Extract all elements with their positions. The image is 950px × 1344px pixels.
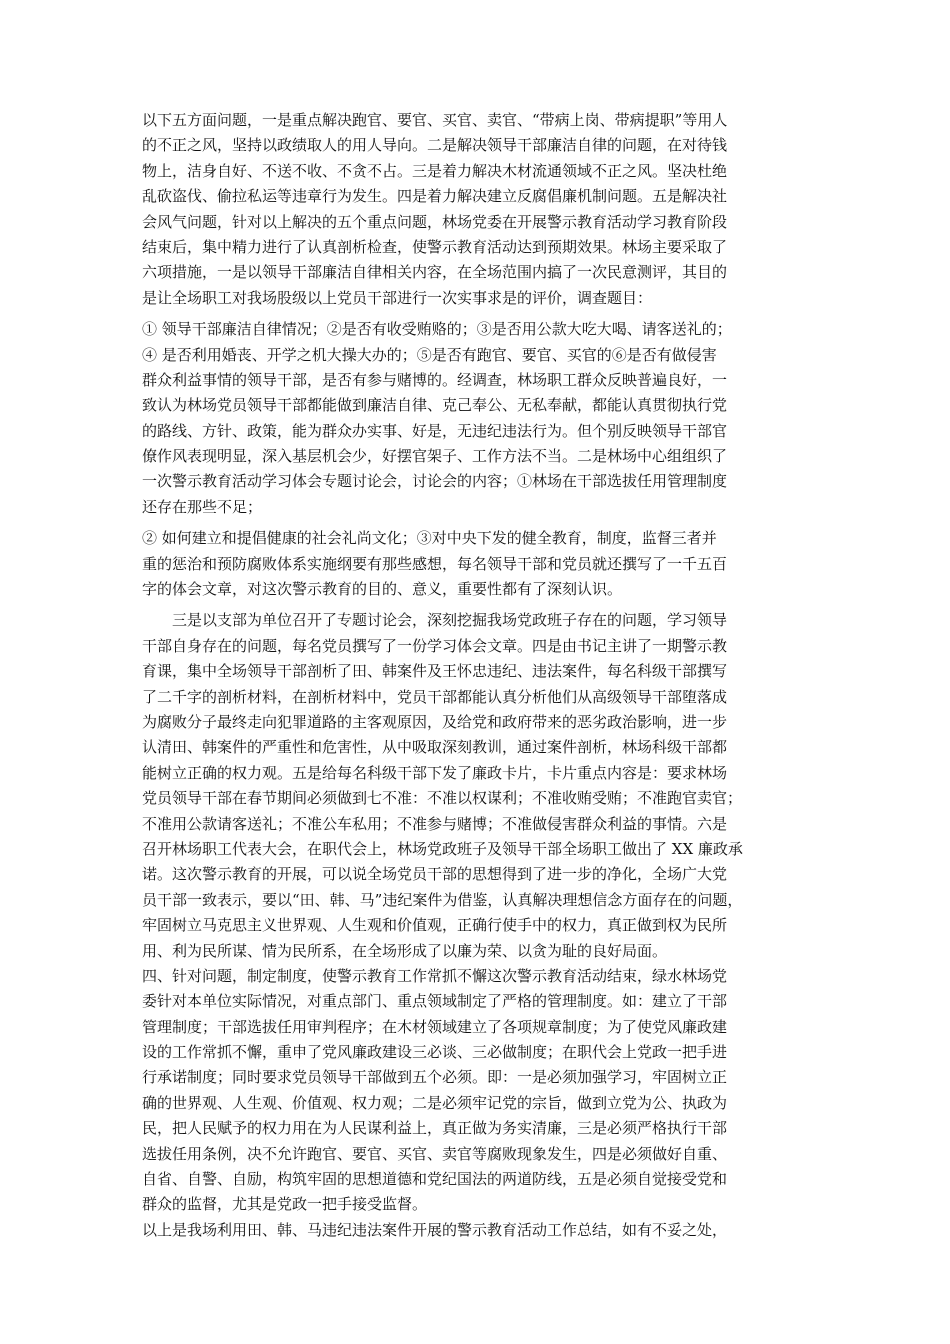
text-line: 是让全场职工对我场股级以上党员干部进行一次实事求是的评价，调查题目： [142, 288, 653, 307]
text-line: 乱砍盗伐、偷拉私运等违章行为发生。四是着力解决建立反腐倡廉机制问题。五是解决社 [142, 187, 728, 206]
text-line: 僚作风表现明显，深入基层机会少，好摆官架子、工作方法不当。二是林场中心组组织了 [142, 447, 728, 466]
text-line: 以上是我场利用田、韩、马违纪违法案件开展的警示教育活动工作总结，如有不妥之处， [142, 1220, 728, 1239]
text-line: 民，把人民赋予的权力用在为人民谋利益上，真正做为务实清廉，三是必须严格执行干部 [142, 1119, 728, 1138]
text-line: 重的惩治和预防腐败体系实施纲要有那些感想，每名领导干部和党员就还撰写了一千五百 [142, 554, 728, 573]
text-line: 管理制度；干部选拔任用审判程序；在木材领域建立了各项规章制度；为了使党风廉政建 [142, 1017, 728, 1036]
paragraph-branch-meetings [142, 608, 814, 963]
paragraph-discussion-topics [142, 526, 814, 602]
text-line: 诺。这次警示教育的开展，可以说全场党员干部的思想得到了进一步的净化，全场广大党 [142, 865, 728, 884]
text-line: 育课，集中全场领导干部剖析了田、韩案件及王怀忠违纪、违法案件，每名科级干部撰写 [142, 662, 728, 681]
text-line: 党员领导干部在春节期间必须做到七不准：不准以权谋利；不准收贿受贿；不准跑官卖官； [142, 789, 743, 808]
text-line: 还存在那些不足； [142, 497, 263, 516]
text-line: 物上，洁身自好、不送不收、不贪不占。三是着力解决木材流通领域不正之风。坚决杜绝 [142, 161, 728, 180]
text-line: ② 如何建立和提倡健康的社会礼尚文化；③对中央下发的健全教育，制度，监督三者并 [142, 529, 717, 548]
text-line: 设的工作常抓不懈，重申了党风廉政建设三必谈、三必做制度；在职代会上党政一把手进 [142, 1043, 728, 1062]
text-line: 致认为林场党员领导干部都能做到廉洁自律、克己奉公、无私奉献，都能认真贯彻执行党 [142, 396, 728, 415]
text-line: 认清田、韩案件的严重性和危害性，从中吸取深刻教训，通过案件剖析，林场科级干部都 [142, 738, 728, 757]
text-line: 委针对本单位实际情况，对重点部门、重点领域制定了严格的管理制度。如：建立了干部 [142, 992, 728, 1011]
text-line: 不准用公款请客送礼；不准公车私用；不准参与赌博；不准做侵害群众利益的事情。六是 [142, 814, 728, 833]
text-line: 字的体会文章，对这次警示教育的目的、意义，重要性都有了深刻认识。 [142, 580, 623, 599]
text-line: ① 领导干部廉洁自律情况；②是否有收受贿赂的；③是否用公款大吃大喝、请客送礼的； [142, 320, 732, 339]
text-line: 以下五方面问题，一是重点解决跑官、要官、买官、卖官、“带病上岗、带病提职”等用人 [142, 111, 728, 129]
paragraph-five-problems [142, 108, 814, 311]
text-line: 自省、自警、自励，构筑牢固的思想道德和党纪国法的两道防线，五是必须自觉接受党和 [142, 1170, 728, 1189]
text-line: 一次警示教育活动学习体会专题讨论会，讨论会的内容；①林场在干部选拔任用管理制度 [142, 472, 728, 491]
text-line: ④ 是否利用婚丧、开学之机大操大办的；⑤是否有跑官、要官、买官的⑥是否有做侵害 [142, 345, 717, 364]
text-line: 会风气问题，针对以上解决的五个重点问题，林场党委在开展警示教育活动学习教育阶段 [142, 212, 728, 231]
text-line: 选拔任用条例，决不允许跑官、要官、买官、卖官等腐败现象发生，四是必须做好自重、 [142, 1144, 728, 1163]
text-line: 干部自身存在的问题，每名党员撰写了一份学习体会文章。四是由书记主讲了一期警示教 [142, 636, 728, 655]
text-line: 结束后，集中精力进行了认真剖析检查，使警示教育活动达到预期效果。林场主要采取了 [142, 237, 728, 256]
text-line: 群众利益事情的领导干部，是否有参与赌博的。经调查，林场职工群众反映普遍良好，一 [142, 370, 728, 389]
text-line: 能树立正确的权力观。五是给每名科级干部下发了廉政卡片，卡片重点内容是：要求林场 [142, 763, 728, 782]
text-line: 确的世界观、人生观、价值观、权力观；二是必须牢记党的宗旨，做到立党为公、执政为 [142, 1093, 728, 1112]
text-line: 的路线、方针、政策，能为群众办实事、好是，无违纪违法行为。但个别反映领导干部官 [142, 421, 728, 440]
text-line: 三是以支部为单位召开了专题讨论会，深刻挖掘我场党政班子存在的问题，学习领导 [172, 611, 728, 630]
text-line: 四、针对问题，制定制度，使警示教育工作常抓不懈这次警示教育活动结束，绿水林场党 [142, 966, 728, 985]
text-line: 的不正之风，坚持以政绩取人的用人导向。二是解决领导干部廉洁自律的问题，在对待钱 [142, 136, 728, 155]
text-line: 了二千字的剖析材料，在剖析材料中，党员干部都能认真分析他们从高级领导干部堕落成 [142, 687, 728, 706]
paragraph-section-four [142, 964, 814, 1218]
text-line: 为腐败分子最终走向犯罪道路的主客观原因，及给党和政府带来的恶劣政治影响，进一步 [142, 712, 728, 731]
text-line: 用、利为民所谋、情为民所系，在全场形成了以廉为荣、以贪为耻的良好局面。 [142, 941, 668, 960]
text-line: 行承诺制度；同时要求党员领导干部做到五个必须。即：一是必须加强学习，牢固树立正 [142, 1068, 728, 1087]
text-line: 召开林场职工代表大会，在职代会上，林场党政班子及领导干部全场职工做出了 XX 廉政承 [142, 839, 743, 858]
text-line: 牢固树立马克思主义世界观、人生观和价值观，正确行使手中的权力，真正做到权为民所 [142, 916, 728, 935]
text-line: 群众的监督，尤其是党政一把手接受监督。 [142, 1195, 428, 1214]
paragraph-closing [142, 1218, 814, 1243]
text-line: 六项措施，一是以领导干部廉洁自律相关内容，在全场范围内搞了一次民意测评，其目的 [142, 263, 728, 282]
text-line: 员干部一致表示，要以“田、韩、马”违纪案件为借鉴，认真解决理想信念方面存在的问题， [142, 890, 743, 909]
paragraph-survey-items [142, 317, 814, 520]
document-body [142, 108, 814, 1243]
